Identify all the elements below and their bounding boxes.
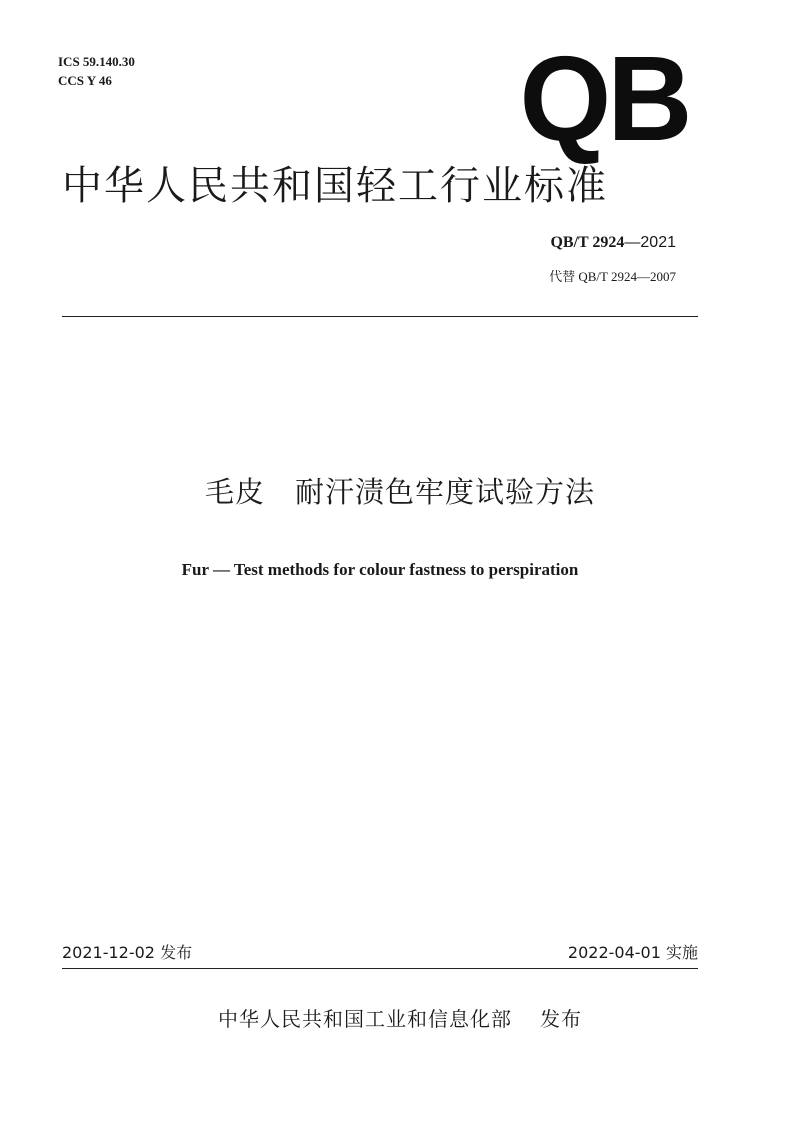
- standard-separator: —: [624, 234, 641, 251]
- document-title-cn: [0, 470, 800, 511]
- header-divider: [62, 316, 698, 317]
- footer-divider: [62, 968, 698, 969]
- title-cn-part1: 毛皮: [204, 475, 265, 509]
- replaces-note: 代替 QB/T 2924—2007: [549, 269, 676, 284]
- classification-codes: [58, 52, 135, 90]
- issue-date: 2021-12-02 发布: [62, 943, 193, 962]
- ics-code: ICS 59.140.30: [58, 54, 135, 69]
- standard-number: [550, 234, 676, 252]
- title-cn-part2: 耐汗渍色牢度试验方法: [295, 475, 596, 509]
- ccs-code: CCS Y 46: [58, 73, 112, 88]
- publisher-action: 发布: [540, 1007, 582, 1031]
- standard-year: 2021: [640, 234, 676, 251]
- document-title-en: Fur — Test methods for colour fastness to perspiration: [181, 560, 579, 579]
- standard-category-title: 中华人民共和国轻工行业标准: [62, 163, 608, 209]
- qb-logo: QB: [519, 31, 689, 167]
- publisher-name: 中华人民共和国工业和信息化部: [218, 1007, 512, 1031]
- implementation-date: 2022-04-01 实施: [567, 943, 698, 962]
- standard-code: QB/T 2924: [550, 234, 625, 251]
- publisher-line: [0, 1003, 800, 1032]
